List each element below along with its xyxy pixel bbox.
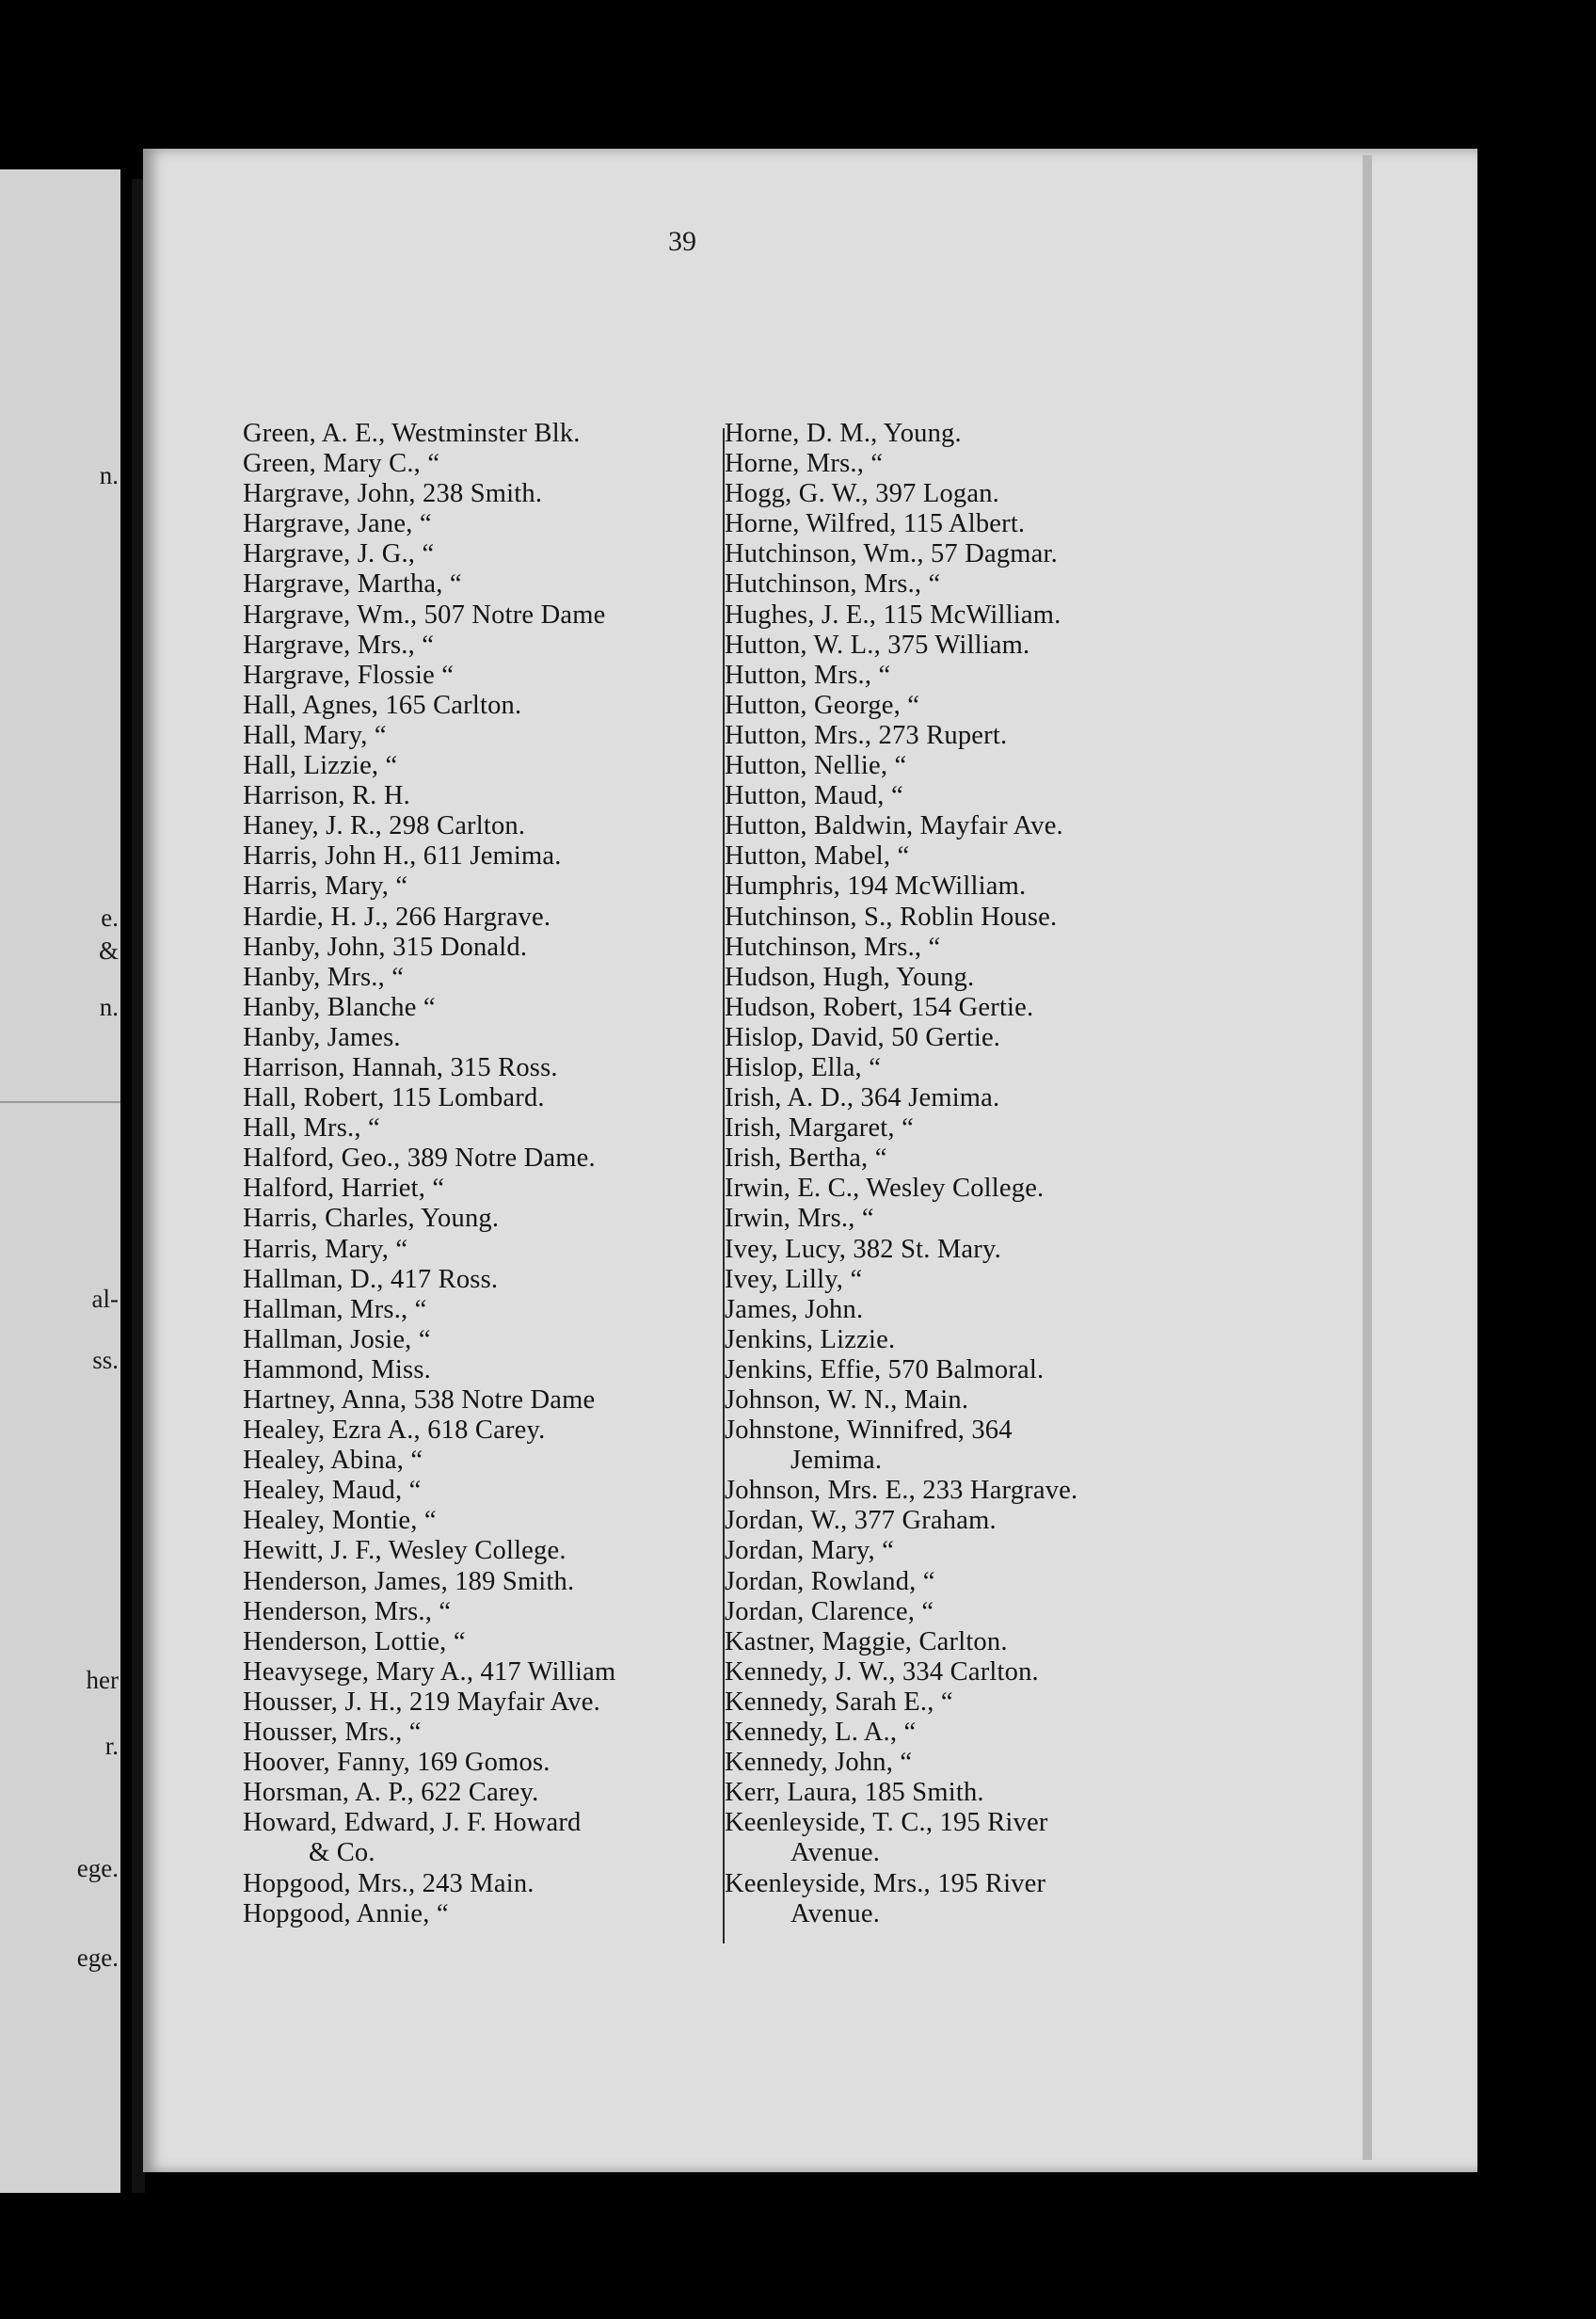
left-page-text: n. bbox=[99, 993, 119, 1021]
directory-entry: Hanby, Blanche “ bbox=[243, 992, 436, 1022]
directory-entry: Horsman, A. P., 622 Carey. bbox=[243, 1778, 539, 1808]
left-page-text: & bbox=[98, 936, 119, 965]
directory-entry: Avenue. bbox=[790, 1838, 881, 1868]
directory-entry: Harris, John H., 611 Jemima. bbox=[243, 841, 562, 872]
directory-entry: Hallman, D., 417 Ross. bbox=[243, 1264, 499, 1294]
directory-entry: Jordan, Mary, “ bbox=[725, 1536, 895, 1566]
directory-entry: Harrison, Hannah, 315 Ross. bbox=[243, 1052, 558, 1082]
directory-entry: Healey, Ezra A., 618 Carey. bbox=[243, 1415, 546, 1446]
left-page-text: n. bbox=[99, 461, 119, 489]
directory-entry: Jordan, Rowland, “ bbox=[725, 1566, 935, 1596]
directory-entry: Howard, Edward, J. F. Howard bbox=[243, 1808, 582, 1838]
directory-entry: Hallman, Mrs., “ bbox=[243, 1294, 427, 1324]
directory-entry: Horne, Mrs., “ bbox=[725, 449, 884, 479]
directory-entry: James, John. bbox=[725, 1294, 864, 1324]
directory-entry: Kastner, Maggie, Carlton. bbox=[725, 1626, 1008, 1656]
directory-entry: Jemima. bbox=[790, 1446, 883, 1476]
directory-entry: Hargrave, Wm., 507 Notre Dame bbox=[243, 600, 606, 630]
directory-entry: Ivey, Lilly, “ bbox=[725, 1264, 863, 1294]
directory-entry: Henderson, Lottie, “ bbox=[243, 1626, 466, 1656]
directory-entry: Horne, Wilfred, 115 Albert. bbox=[725, 509, 1026, 539]
page-number: 39 bbox=[668, 226, 696, 257]
directory-entry: Ivey, Lucy, 382 St. Mary. bbox=[725, 1234, 1001, 1264]
directory-column-left bbox=[243, 419, 723, 1929]
left-page-text: e. bbox=[101, 904, 119, 932]
directory-entry: Johnstone, Winnifred, 364 bbox=[725, 1415, 1013, 1446]
directory-entry: Hopgood, Mrs., 243 Main. bbox=[243, 1868, 535, 1898]
directory-column-right bbox=[725, 419, 1214, 1929]
directory-entry: Hardie, H. J., 266 Hargrave. bbox=[243, 902, 551, 932]
directory-entry: Healey, Montie, “ bbox=[243, 1506, 437, 1536]
directory-entry: Hogg, G. W., 397 Logan. bbox=[725, 479, 999, 509]
directory-entry: Green, Mary C., “ bbox=[243, 449, 440, 479]
directory-entry: Hall, Lizzie, “ bbox=[243, 751, 398, 781]
directory-entry: Jordan, Clarence, “ bbox=[725, 1596, 934, 1626]
directory-entry: Irish, A. D., 364 Jemima. bbox=[725, 1083, 1000, 1113]
directory-entry: Jenkins, Lizzie. bbox=[725, 1324, 896, 1354]
left-page-text: ss. bbox=[92, 1346, 119, 1374]
directory-entry: Hall, Agnes, 165 Carlton. bbox=[243, 690, 522, 720]
directory-entry: Kennedy, J. W., 334 Carlton. bbox=[725, 1656, 1039, 1687]
directory-entry: Jordan, W., 377 Graham. bbox=[725, 1506, 997, 1536]
directory-entry: Kennedy, Sarah E., “ bbox=[725, 1687, 953, 1717]
directory-entry: Hutton, Nellie, “ bbox=[725, 751, 907, 781]
directory-entry: Hudson, Hugh, Young. bbox=[725, 962, 975, 992]
page-edge bbox=[1363, 155, 1372, 2160]
directory-entry: & Co. bbox=[309, 1838, 375, 1868]
left-page-fragment bbox=[0, 169, 120, 2193]
directory-entry: Hislop, David, 50 Gertie. bbox=[725, 1022, 1001, 1052]
directory-entry: Harris, Mary, “ bbox=[243, 872, 408, 902]
directory-entry: Hall, Mrs., “ bbox=[243, 1113, 380, 1144]
directory-entry: Hutton, W. L., 375 William. bbox=[725, 630, 1030, 660]
directory-entry: Keenleyside, T. C., 195 River bbox=[725, 1808, 1048, 1838]
directory-entry: Haney, J. R., 298 Carlton. bbox=[243, 811, 526, 841]
directory-entry: Hartney, Anna, 538 Notre Dame bbox=[243, 1385, 596, 1415]
directory-entry: Hallman, Josie, “ bbox=[243, 1324, 431, 1354]
directory-entry: Green, A. E., Westminster Blk. bbox=[243, 419, 581, 448]
directory-entry: Harris, Charles, Young. bbox=[243, 1204, 500, 1234]
directory-entry: Hammond, Miss. bbox=[243, 1354, 431, 1384]
directory-entry: Housser, J. H., 219 Mayfair Ave. bbox=[243, 1687, 600, 1717]
directory-entry: Hutchinson, S., Roblin House. bbox=[725, 902, 1058, 932]
directory-entry: Hewitt, J. F., Wesley College. bbox=[243, 1536, 567, 1566]
directory-entry: Hutton, George, “ bbox=[725, 690, 920, 720]
directory-entry: Hargrave, Jane, “ bbox=[243, 509, 432, 539]
directory-entry: Hutton, Mrs., “ bbox=[725, 660, 891, 690]
directory-entry: Johnson, W. N., Main. bbox=[725, 1385, 969, 1415]
directory-entry: Hanby, John, 315 Donald. bbox=[243, 932, 528, 962]
directory-entry: Housser, Mrs., “ bbox=[243, 1718, 422, 1748]
directory-entry: Hutchinson, Wm., 57 Dagmar. bbox=[725, 539, 1058, 569]
directory-entry: Kerr, Laura, 185 Smith. bbox=[725, 1778, 984, 1808]
directory-entry: Jenkins, Effie, 570 Balmoral. bbox=[725, 1354, 1045, 1384]
directory-entry: Irish, Margaret, “ bbox=[725, 1113, 914, 1144]
directory-entry: Irish, Bertha, “ bbox=[725, 1144, 887, 1174]
directory-entry: Healey, Maud, “ bbox=[243, 1476, 422, 1506]
directory-entry: Harrison, R. H. bbox=[243, 781, 410, 811]
left-page-text: al- bbox=[91, 1285, 119, 1313]
directory-entry: Heavysege, Mary A., 417 William bbox=[243, 1656, 616, 1687]
directory-entry: Hargrave, John, 238 Smith. bbox=[243, 479, 543, 509]
directory-entry: Hutton, Maud, “ bbox=[725, 781, 903, 811]
directory-entry: Hutton, Baldwin, Mayfair Ave. bbox=[725, 811, 1063, 841]
left-page-rule bbox=[0, 1101, 120, 1103]
left-page-text: ege. bbox=[76, 1943, 119, 1972]
directory-entry: Hutton, Mabel, “ bbox=[725, 841, 910, 872]
directory-entry: Hudson, Robert, 154 Gertie. bbox=[725, 992, 1034, 1022]
directory-entry: Hargrave, Mrs., “ bbox=[243, 630, 435, 660]
directory-entry: Hargrave, J. G., “ bbox=[243, 539, 435, 569]
directory-entry: Hutchinson, Mrs., “ bbox=[725, 932, 941, 962]
directory-entry: Keenleyside, Mrs., 195 River bbox=[725, 1868, 1046, 1898]
directory-entry: Hall, Mary, “ bbox=[243, 720, 387, 750]
left-page-text: her bbox=[86, 1666, 119, 1694]
directory-entry: Hanby, James. bbox=[243, 1022, 401, 1052]
directory-entry: Hopgood, Annie, “ bbox=[243, 1898, 449, 1928]
directory-entry: Hoover, Fanny, 169 Gomos. bbox=[243, 1748, 551, 1778]
directory-entry: Halford, Geo., 389 Notre Dame. bbox=[243, 1144, 596, 1174]
directory-entry: Henderson, Mrs., “ bbox=[243, 1596, 452, 1626]
directory-entry: Kennedy, L. A., “ bbox=[725, 1718, 917, 1748]
directory-entry: Horne, D. M., Young. bbox=[725, 419, 962, 448]
directory-entry: Halford, Harriet, “ bbox=[243, 1174, 445, 1204]
directory-entry: Harris, Mary, “ bbox=[243, 1234, 408, 1264]
directory-entry: Hall, Robert, 115 Lombard. bbox=[243, 1083, 545, 1113]
directory-entry: Hutton, Mrs., 273 Rupert. bbox=[725, 720, 1008, 750]
directory-entry: Hargrave, Flossie “ bbox=[243, 660, 455, 690]
directory-entry: Irwin, E. C., Wesley College. bbox=[725, 1174, 1045, 1204]
directory-entry: Hughes, J. E., 115 McWilliam. bbox=[725, 600, 1061, 630]
directory-entry: Hargrave, Martha, “ bbox=[243, 569, 462, 600]
directory-entry: Avenue. bbox=[790, 1898, 881, 1928]
directory-entry: Hutchinson, Mrs., “ bbox=[725, 569, 941, 600]
left-page-text: r. bbox=[104, 1732, 119, 1760]
directory-entry: Kennedy, John, “ bbox=[725, 1748, 913, 1778]
left-page-text: ege. bbox=[76, 1854, 119, 1882]
directory-entry: Healey, Abina, “ bbox=[243, 1446, 423, 1476]
directory-entry: Humphris, 194 McWilliam. bbox=[725, 872, 1027, 902]
directory-entry: Irwin, Mrs., “ bbox=[725, 1204, 874, 1234]
directory-entry: Hislop, Ella, “ bbox=[725, 1052, 882, 1082]
directory-entry: Hanby, Mrs., “ bbox=[243, 962, 405, 992]
directory-entry: Johnson, Mrs. E., 233 Hargrave. bbox=[725, 1476, 1078, 1506]
directory-entry: Henderson, James, 189 Smith. bbox=[243, 1566, 575, 1596]
